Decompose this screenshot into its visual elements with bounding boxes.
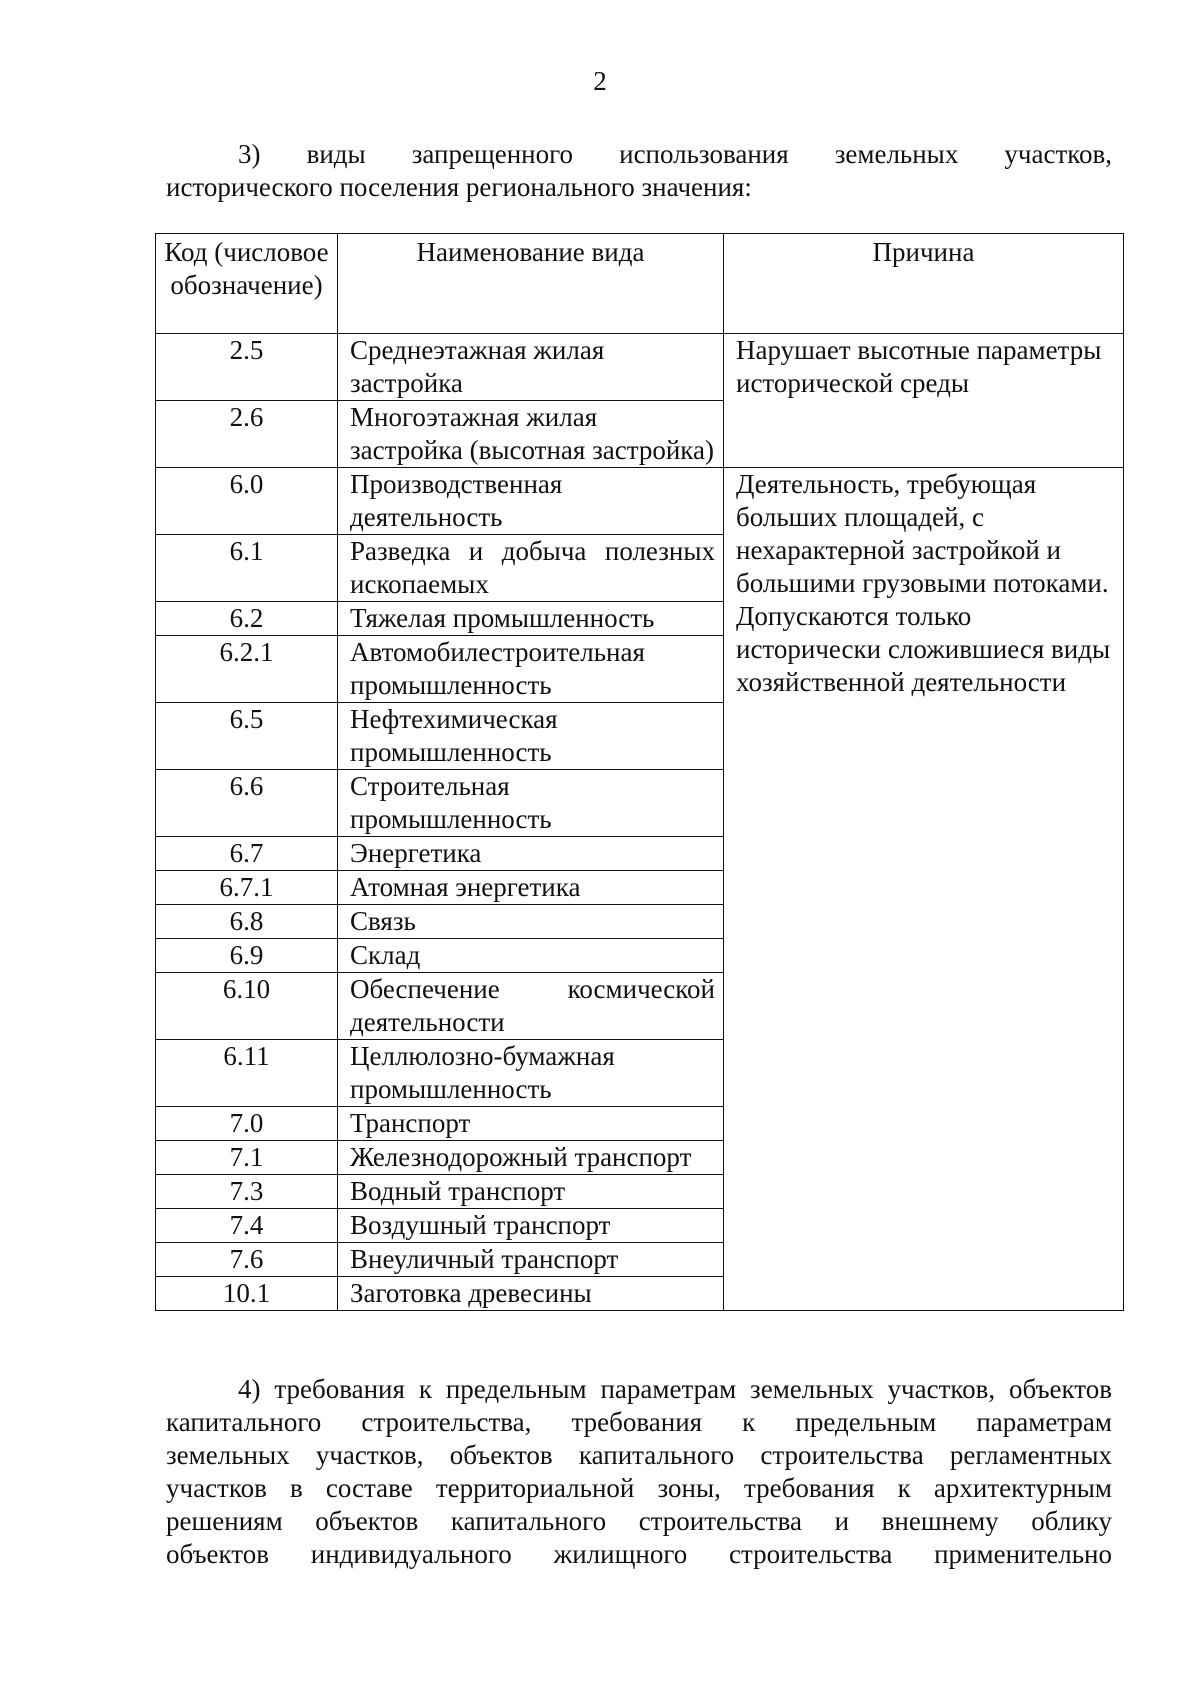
row-code: 6.5	[156, 703, 338, 770]
intro-line: 3) виды запрещенного использования земельных участков,	[238, 139, 1112, 169]
row-code: 6.7	[156, 837, 338, 871]
row-name: Связь	[338, 905, 724, 939]
requirements-line: капитального строительства, требования к предельным параметрам	[166, 1407, 1112, 1437]
row-code: 7.4	[156, 1209, 338, 1243]
row-name: Железнодорожный транспорт	[338, 1141, 724, 1175]
header-name: Наименование вида	[338, 234, 724, 334]
row-name: Целлюлозно-бумажная промышленность	[338, 1040, 724, 1107]
row-name: Многоэтажная жилая застройка (высотная застройка)	[338, 401, 724, 468]
table-row	[156, 334, 1124, 401]
row-code: 6.9	[156, 939, 338, 973]
row-code: 6.2	[156, 602, 338, 636]
row-name: Строительная промышленность	[338, 770, 724, 837]
requirements-paragraph	[166, 1373, 1112, 1571]
requirements-line: 4) требования к предельным параметрам земельных участков, объектов	[238, 1374, 1112, 1404]
row-code: 6.10	[156, 973, 338, 1040]
row-name: Энергетика	[338, 837, 724, 871]
page-number: 2	[593, 66, 607, 96]
reason-industry: Деятельность, требующая больших площадей, с нехарактерной застройкой и большими грузовыми потоками. Допускаются только исторически сложившиеся виды хозяйственной деятельности	[724, 468, 1124, 1311]
requirements-line: участков в составе территориальной зоны, требования к архитектурным	[166, 1473, 1112, 1503]
requirements-line: объектов индивидуального жилищного строительства применительно	[166, 1539, 1112, 1569]
table-header-row	[156, 234, 1124, 334]
row-code: 10.1	[156, 1277, 338, 1311]
requirements-line: земельных участков, объектов капитального строительства регламентных	[166, 1440, 1112, 1470]
row-name: Автомобилестроительная промышленность	[338, 636, 724, 703]
row-name: Заготовка древесины	[338, 1277, 724, 1311]
intro-line: исторического поселения регионального значения:	[166, 172, 752, 202]
reason-height: Нарушает высотные параметры исторической среды	[724, 334, 1124, 468]
row-name: Водный транспорт	[338, 1175, 724, 1209]
row-code: 6.0	[156, 468, 338, 535]
header-reason: Причина	[724, 234, 1124, 334]
row-code: 7.1	[156, 1141, 338, 1175]
row-name: Обеспечение космической деятельности	[338, 973, 724, 1040]
header-code: Код (числовое обозначение)	[156, 234, 338, 334]
row-code: 6.1	[156, 535, 338, 602]
row-name: Разведка и добыча полезных ископаемых	[338, 535, 724, 602]
prohibited-use-table	[155, 233, 1124, 1311]
row-name: Среднеэтажная жилая застройка	[338, 334, 724, 401]
table-row	[156, 468, 1124, 535]
row-code: 6.11	[156, 1040, 338, 1107]
row-code: 2.5	[156, 334, 338, 401]
row-name: Воздушный транспорт	[338, 1209, 724, 1243]
row-code: 6.6	[156, 770, 338, 837]
row-name: Тяжелая промышленность	[338, 602, 724, 636]
requirements-line: решениям объектов капитального строительства и внешнему облику	[166, 1506, 1112, 1536]
row-code: 6.2.1	[156, 636, 338, 703]
row-code: 7.3	[156, 1175, 338, 1209]
row-code: 7.0	[156, 1107, 338, 1141]
row-code: 6.8	[156, 905, 338, 939]
row-name: Склад	[338, 939, 724, 973]
row-name: Производственная деятельность	[338, 468, 724, 535]
row-name: Транспорт	[338, 1107, 724, 1141]
row-name: Нефтехимическая промышленность	[338, 703, 724, 770]
row-name: Атомная энергетика	[338, 871, 724, 905]
row-name: Внеуличный транспорт	[338, 1243, 724, 1277]
intro-paragraph	[166, 138, 1112, 204]
row-code: 6.7.1	[156, 871, 338, 905]
row-code: 2.6	[156, 401, 338, 468]
row-code: 7.6	[156, 1243, 338, 1277]
